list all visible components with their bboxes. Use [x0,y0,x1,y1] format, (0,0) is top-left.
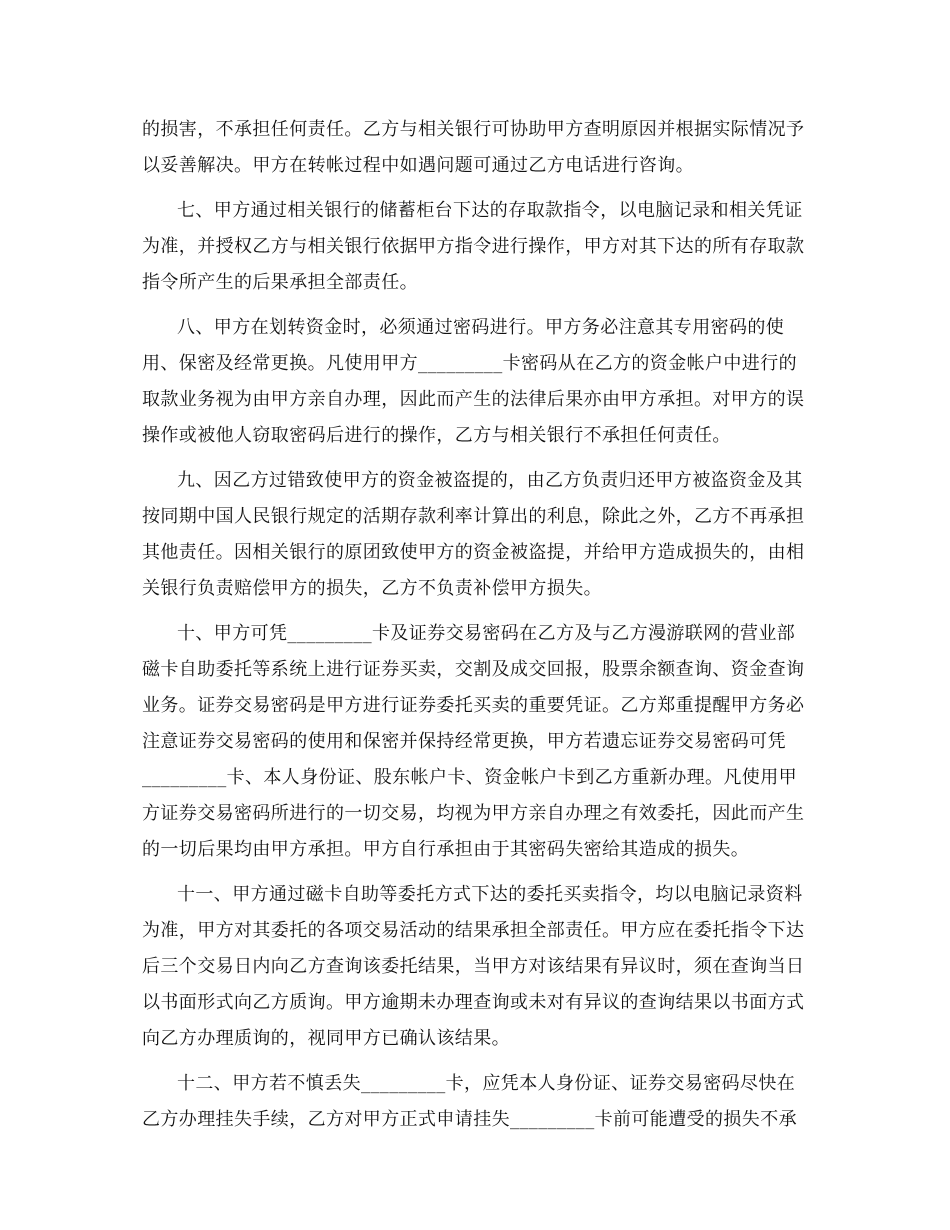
text-line: 以妥善解决。甲方在转帐过程中如遇问题可通过乙方电话进行咨询。 [142,155,694,176]
paragraph-gap [142,607,806,616]
text-line: 九、因乙方过错致使甲方的资金被盗提的，由乙方负责归还甲方被盗资金及其 [177,470,803,491]
text-line: 乙方办理挂失手续，乙方对甲方正式申请挂失_________卡前可能遭受的损失不承 [142,1109,797,1130]
text-line: 方证券交易密码所进行的一切交易，均视为甲方亲自办理之有效委托，因此而产生 [142,803,805,824]
text-line: 向乙方办理质询的，视同甲方已确认该结果。 [142,1028,510,1049]
paragraph [142,310,806,454]
text-line: 按同期中国人民银行规定的活期存款利率计算出的利息，除此之外，乙方不再承担 [142,506,805,527]
text-line: 八、甲方在划转资金时，必须通过密码进行。甲方务必注意其专用密码的使 [177,317,785,338]
paragraph [142,193,806,301]
text-line: 十一、甲方通过磁卡自助等委托方式下达的委托买卖指令，均以电脑记录资料 [177,884,803,905]
paragraph-gap [142,868,806,877]
text-line: 指令所产生的后果承担全部责任。 [142,272,418,293]
document-body [142,112,806,1138]
text-line: 十二、甲方若不慎丢失_________卡，应凭本人身份证、证券交易密码尽快在 [177,1073,796,1094]
paragraph-gap [142,184,806,193]
text-line: 以书面形式向乙方质询。甲方逾期未办理查询或未对有异议的查询结果以书面方式 [142,992,805,1013]
paragraph [142,1066,806,1138]
text-line: 的损害，不承担任何责任。乙方与相关银行可协助甲方查明原因并根据实际情况予 [142,119,805,140]
text-line: 用、保密及经常更换。凡使用甲方_________卡密码从在乙方的资金帐户中进行的 [142,353,797,374]
paragraph [142,616,806,868]
text-line: 七、甲方通过相关银行的储蓄柜台下达的存取款指令，以电脑记录和相关凭证 [177,200,803,221]
text-line: 的一切后果均由甲方承担。甲方自行承担由于其密码失密给其造成的损失。 [142,839,750,860]
text-line: 为准，并授权乙方与相关银行依据甲方指令进行操作，甲方对其下达的所有存取款 [142,236,805,257]
text-line: 磁卡自助委托等系统上进行证券买卖，交割及成交回报，股票余额查询、资金查询 [142,659,805,680]
text-line: 关银行负责赔偿甲方的损失，乙方不负责补偿甲方损失。 [142,578,602,599]
text-line: 后三个交易日内向乙方查询该委托结果，当甲方对该结果有异议时，须在查询当日 [142,956,805,977]
paragraph-gap [142,454,806,463]
text-line: 为准，甲方对其委托的各项交易活动的结果承担全部责任。甲方应在委托指令下达 [142,920,805,941]
text-line: 其他责任。因相关银行的原团致使甲方的资金被盗提，并给甲方造成损失的，由相 [142,542,805,563]
paragraph [142,877,806,1057]
paragraph-gap [142,1057,806,1066]
paragraph [142,463,806,607]
text-line: _________卡、本人身份证、股东帐户卡、资金帐户卡到乙方重新办理。凡使用甲 [142,767,797,788]
paragraph [142,112,806,184]
text-line: 业务。证券交易密码是甲方进行证券委托买卖的重要凭证。乙方郑重提醒甲方务必 [142,695,805,716]
text-line: 取款业务视为由甲方亲自办理，因此而产生的法律后果亦由甲方承担。对甲方的误 [142,389,805,410]
text-line: 十、甲方可凭_________卡及证券交易密码在乙方及与乙方漫游联网的营业部 [177,623,796,644]
text-line: 操作或被他人窃取密码后进行的操作，乙方与相关银行不承担任何责任。 [142,425,731,446]
paragraph-gap [142,301,806,310]
text-line: 注意证券交易密码的使用和保密并保持经常更换，甲方若遗忘证券交易密码可凭 [142,731,786,752]
